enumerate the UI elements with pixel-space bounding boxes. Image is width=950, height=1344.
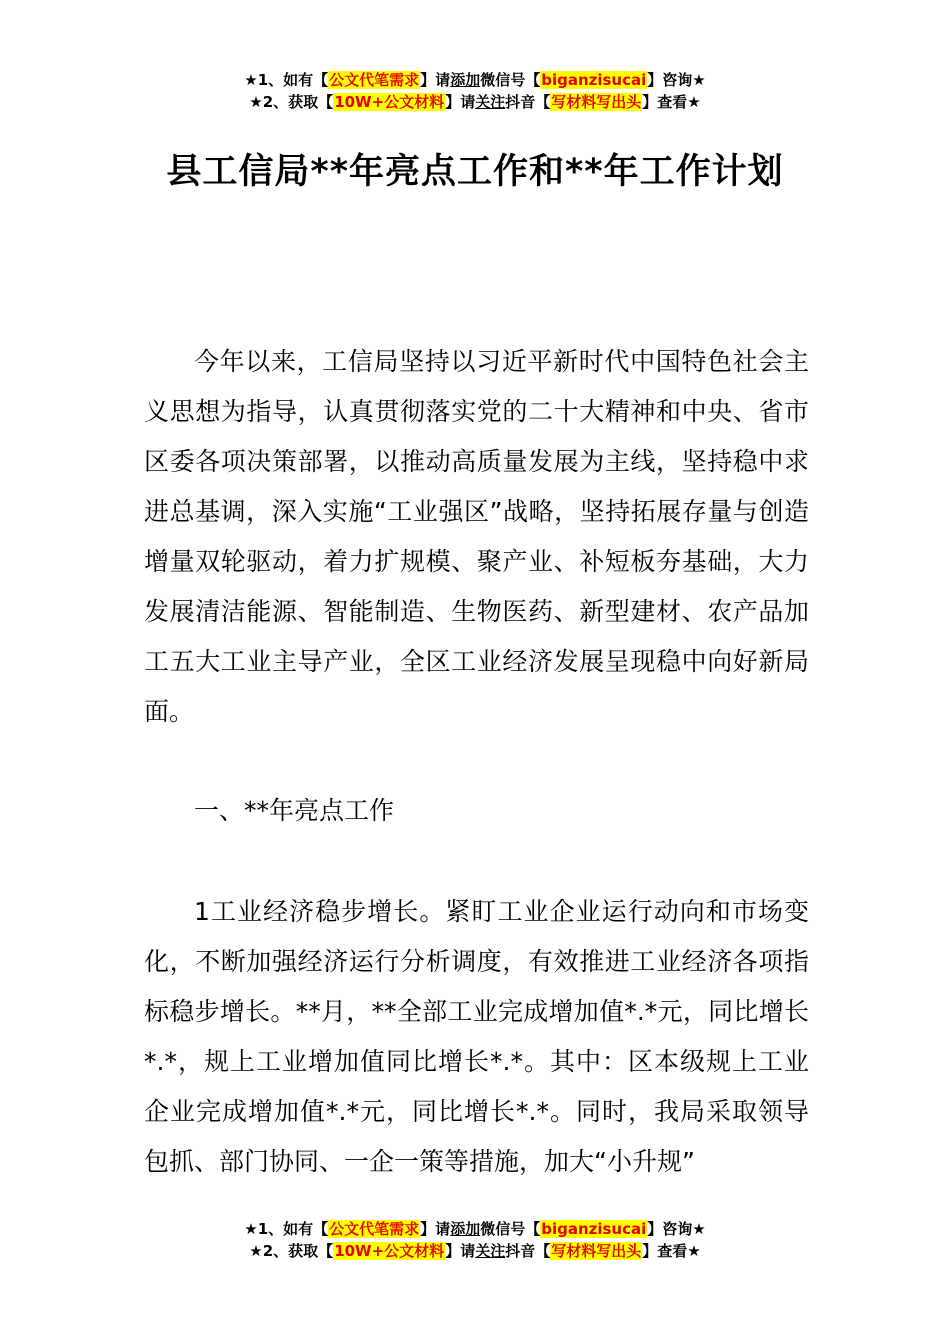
section-heading <box>144 786 809 836</box>
promo-text: 】请 <box>445 1242 476 1260</box>
promo-highlight: 写材料写出头 <box>551 93 642 111</box>
promo-text: 微信号【 <box>480 71 541 89</box>
promo-underline: 关注 <box>475 93 506 111</box>
promo-text: 抖音【 <box>505 93 551 111</box>
promo-text: 】请 <box>420 71 451 89</box>
promo-text: 抖音【 <box>505 1242 551 1260</box>
promo-line-2 <box>0 1240 950 1262</box>
promo-highlight: 公文代笔需求 <box>329 71 420 89</box>
promo-text: ★2、获取【 <box>249 1242 334 1260</box>
promo-text: 】请 <box>445 93 476 111</box>
header-promo-banner <box>0 69 950 113</box>
promo-highlight: 10W+公文材料 <box>334 1242 445 1260</box>
promo-text: 】查看★ <box>642 1242 701 1260</box>
promo-underline: 关注 <box>475 1242 506 1260</box>
promo-highlight: 写材料写出头 <box>551 1242 642 1260</box>
promo-text: 微信号【 <box>480 1220 541 1238</box>
promo-text: 】请 <box>420 1220 451 1238</box>
promo-underline: 添加 <box>450 1220 481 1238</box>
promo-line-2 <box>0 91 950 113</box>
promo-text: ★2、获取【 <box>249 93 334 111</box>
promo-highlight: biganzisucai <box>541 1220 647 1238</box>
promo-highlight: 公文代笔需求 <box>329 1220 420 1238</box>
promo-text: 】咨询★ <box>647 71 706 89</box>
promo-text: 】查看★ <box>642 93 701 111</box>
intro-paragraph <box>144 337 809 737</box>
promo-text: ★1、如有【 <box>244 1220 329 1238</box>
promo-highlight: biganzisucai <box>541 71 647 89</box>
promo-highlight: 10W+公文材料 <box>334 93 445 111</box>
item-paragraph <box>144 887 809 1187</box>
promo-text: ★1、如有【 <box>244 71 329 89</box>
paragraph-text: 1工业经济稳步增长。紧盯工业企业运行动向和市场变化，不断加强经济运行分析调度，有效推进工业经济各项指标稳步增长。**月，**全部工业完成增加值*.*元，同比增长*.*，规上工业增加值同比增长*.*。其中：区本级规上工业企业完成增加值*.*元，同比增长*.*。同时，我局采取领导包抓、部门协同、一企一策等措施，加大“小升规” <box>144 897 809 1176</box>
promo-line-1 <box>0 69 950 91</box>
promo-line-1 <box>0 1218 950 1240</box>
promo-underline: 添加 <box>450 71 481 89</box>
promo-text: 】咨询★ <box>647 1220 706 1238</box>
section-heading-text: 一、**年亮点工作 <box>194 796 395 825</box>
document-title: 县工信局**年亮点工作和**年工作计划 <box>166 152 784 192</box>
footer-promo-banner <box>0 1218 950 1262</box>
paragraph-text: 今年以来，工信局坚持以习近平新时代中国特色社会主义思想为指导，认真贯彻落实党的二十大精神和中央、省市区委各项决策部署，以推动高质量发展为主线，坚持稳中求进总基调，深入实施“工业强区”战略，坚持拓展存量与创造增量双轮驱动，着力扩规模、聚产业、补短板夯基础，大力发展清洁能源、智能制造、生物医药、新型建材、农产品加工五大工业主导产业，全区工业经济发展呈现稳中向好新局面。 <box>144 347 809 726</box>
